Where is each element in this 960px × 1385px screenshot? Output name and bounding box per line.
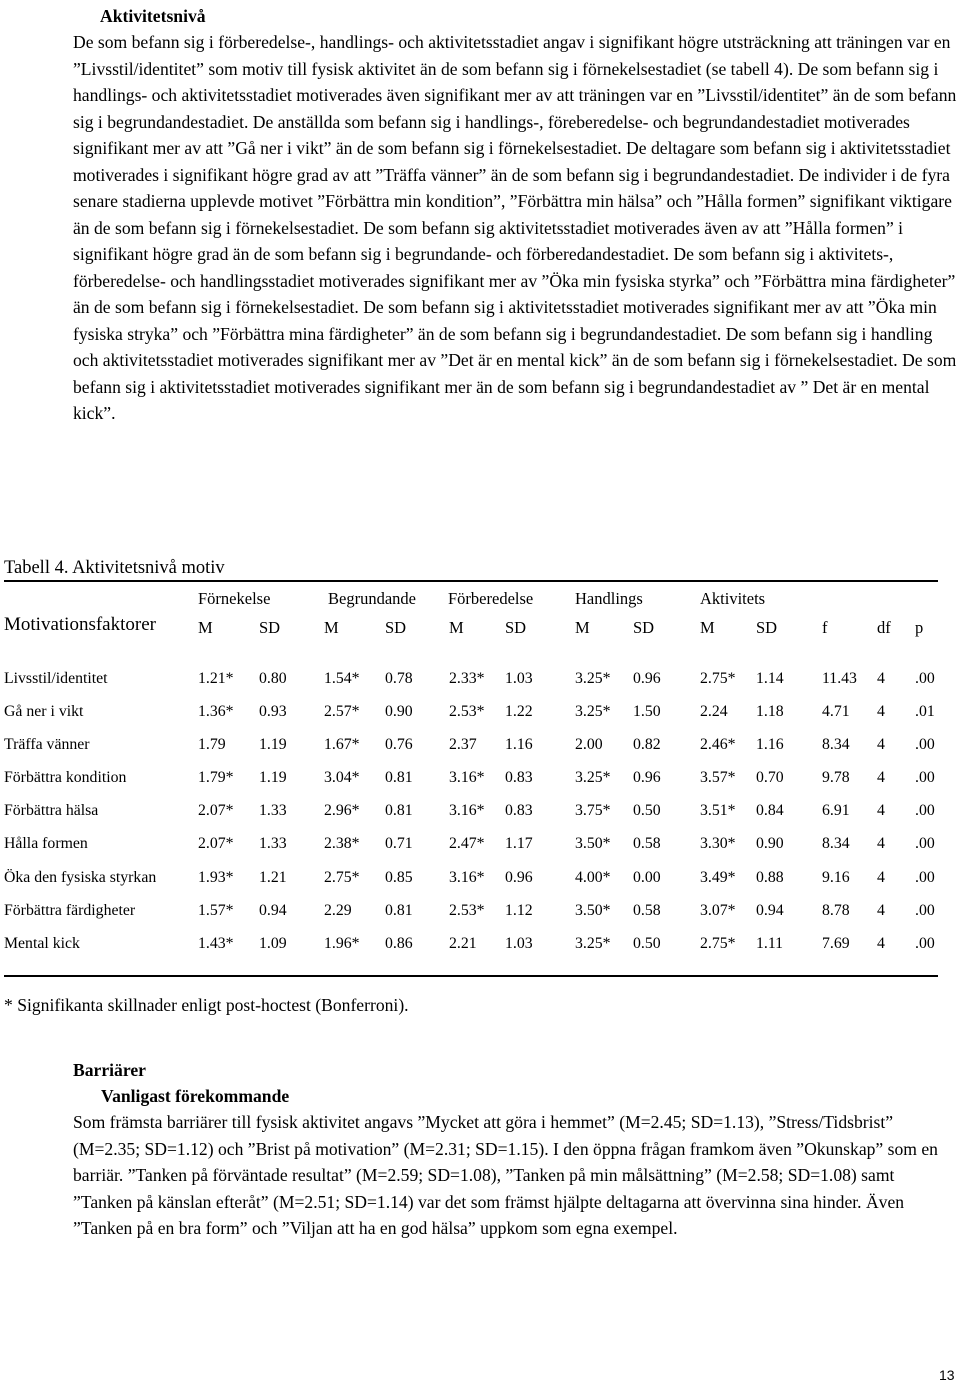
table-cell: 1.09 [259, 935, 287, 952]
table-cell: 3.50* [575, 902, 611, 919]
table-cell: 2.29 [324, 902, 352, 919]
table-cell: 2.00 [575, 736, 603, 753]
table-cell: 8.34 [822, 736, 850, 753]
table-cell: 4 [877, 736, 885, 753]
column-subheader: M [449, 618, 464, 637]
table-cell: 0.82 [633, 736, 661, 753]
table-row-label: Gå ner i vikt [4, 703, 84, 720]
table-cell: 2.53* [449, 902, 485, 919]
table-cell: .01 [915, 703, 935, 720]
table-cell: 1.18 [756, 703, 784, 720]
column-subheader: SD [259, 618, 281, 637]
table-cell: 3.25* [575, 935, 611, 952]
stage-header: Handlings [575, 589, 643, 608]
column-subheader: p [915, 618, 924, 637]
table-cell: 4 [877, 670, 885, 687]
table-row-label: Förbättra färdigheter [4, 902, 136, 919]
table-cell: 2.53* [449, 703, 485, 720]
table-cell: 0.81 [385, 802, 413, 819]
table-cell: 3.16* [449, 769, 485, 786]
table-cell: 2.96* [324, 802, 360, 819]
table-cell: 0.58 [633, 902, 661, 919]
table-cell: 2.33* [449, 670, 485, 687]
table-cell: .00 [915, 736, 935, 753]
table-cell: 0.83 [505, 802, 533, 819]
table-cell: 0.96 [505, 869, 533, 886]
table-bottom-rule [4, 975, 938, 977]
table-cell: 3.75* [575, 802, 611, 819]
table-cell: .00 [915, 935, 935, 952]
table-cell: 2.57* [324, 703, 360, 720]
table-cell: 0.81 [385, 902, 413, 919]
table-cell: 3.07* [700, 902, 736, 919]
table-cell: 4 [877, 935, 885, 952]
column-subheader: SD [505, 618, 527, 637]
table-cell: 3.30* [700, 835, 736, 852]
stage-header: Förberedelse [448, 589, 534, 608]
table-cell: 1.33 [259, 835, 287, 852]
table-cell: 0.88 [756, 869, 784, 886]
table-cell: 2.46* [700, 736, 736, 753]
table-cell: 1.12 [505, 902, 533, 919]
table-cell: 2.38* [324, 835, 360, 852]
table-cell: 4 [877, 802, 885, 819]
table-cell: 0.76 [385, 736, 413, 753]
table-cell: 3.25* [575, 769, 611, 786]
column-subheader: M [198, 618, 213, 637]
table-cell: 0.81 [385, 769, 413, 786]
column-subheader: M [700, 618, 715, 637]
table-cell: 9.16 [822, 869, 850, 886]
table-cell: 0.80 [259, 670, 287, 687]
table-cell: 1.50 [633, 703, 661, 720]
table-cell: 1.79* [198, 769, 234, 786]
table-row-label: Förbättra kondition [4, 769, 127, 786]
table-cell: 4 [877, 703, 885, 720]
row-header-label: Motivationsfaktorer [4, 614, 156, 635]
table-row-label: Mental kick [4, 935, 80, 952]
table-cell: 2.21 [449, 935, 477, 952]
table-cell: 2.75* [324, 869, 360, 886]
table-cell: 2.75* [700, 670, 736, 687]
table-cell: 1.03 [505, 935, 533, 952]
table-cell: .00 [915, 769, 935, 786]
table-cell: 0.86 [385, 935, 413, 952]
table-cell: 3.04* [324, 769, 360, 786]
table-cell: .00 [915, 802, 935, 819]
column-subheader: f [822, 618, 828, 637]
table-cell: 1.21 [259, 869, 287, 886]
table-cell: 1.36* [198, 703, 234, 720]
table-cell: 6.91 [822, 802, 850, 819]
table-row-label: Öka den fysiska styrkan [4, 869, 157, 886]
table-cell: 0.94 [259, 902, 287, 919]
column-subheader: M [575, 618, 590, 637]
table-cell: 0.71 [385, 835, 413, 852]
table-cell: 1.93* [198, 869, 234, 886]
table-cell: 0.70 [756, 769, 784, 786]
table-cell: 2.07* [198, 802, 234, 819]
table-cell: 2.37 [449, 736, 477, 753]
section-paragraph-barriarer: Som främsta barriärer till fysisk aktivitet angavs ”Mycket att göra i hemmet” (M=2.45; SD=1.13), ”Stress/Tidsbrist” (M=2.35; SD=1.12) och ”Brist på motivation” (M=2.31; SD=1.15). I den öppna frågan framkom även ”Okunskap” som en barriär. ”Tanken på förväntade resultat” (M=2.59; SD=1.08), ”Tanken på min målsättning” (M=2.58; SD=1.08) samt ”Tanken på känslan efteråt” (M=2.51; SD=1.14) var det som främst hjälpte deltagarna att övervinna sina hinder. Även ”Tanken på en bra form” och ”Viljan att ha en god hälsa” uppkom som egna exempel. [73, 1112, 938, 1238]
table-cell: 8.34 [822, 835, 850, 852]
table-cell: 4.71 [822, 703, 850, 720]
table-cell: 0.85 [385, 869, 413, 886]
table-cell: 2.47* [449, 835, 485, 852]
table-cell: 7.69 [822, 935, 850, 952]
table-footnote: * Signifikanta skillnader enligt post-hoctest (Bonferroni). [4, 995, 409, 1015]
table-cell: 1.16 [505, 736, 533, 753]
column-subheader: df [877, 618, 891, 637]
table-top-rule [4, 580, 938, 582]
table-cell: 0.00 [633, 869, 661, 886]
table-cell: 3.25* [575, 703, 611, 720]
table-cell: .00 [915, 835, 935, 852]
table-cell: 0.83 [505, 769, 533, 786]
column-subheader: M [324, 618, 339, 637]
section-heading-barriarer: Barriärer [73, 1060, 146, 1080]
table-cell: 3.57* [700, 769, 736, 786]
stage-header: Begrundande [328, 589, 416, 608]
table-cell: 11.43 [822, 670, 857, 687]
table-cell: 4 [877, 769, 885, 786]
table-cell: 0.50 [633, 935, 661, 952]
table-cell: 1.19 [259, 769, 287, 786]
table-cell: 1.17 [505, 835, 533, 852]
section-heading-aktivitetsniva: Aktivitetsnivå [100, 6, 206, 26]
table-cell: 1.19 [259, 736, 287, 753]
table-cell: 8.78 [822, 902, 850, 919]
table-cell: 3.49* [700, 869, 736, 886]
table-cell: 0.90 [756, 835, 784, 852]
stage-header: Förnekelse [198, 589, 271, 608]
table-cell: 3.16* [449, 869, 485, 886]
table-cell: .00 [915, 670, 935, 687]
table-cell: 3.16* [449, 802, 485, 819]
section-paragraph-aktivitetsniva: De som befann sig i förberedelse-, handlings- och aktivitetsstadiet angav i signifikant högre utsträckning att träningen var en ”Livsstil/identitet” som motiv till fysisk aktivitet än de som befann sig i förnekelsestadiet (se tabell 4). De som befann sig i handlings- och aktivitetsstadiet motiverades även signifikant mer av att träningen var en ”Livsstil/identitet” än de som befann sig i begrundandestadiet. De anställda som befann sig i handlings-, föreberedelse- och begrundandestadiet motiverades signifikant mer av att ”Gå ner i vikt” än de som befann sig i förnekelsestadiet. De deltagare som befann sig i aktivitetsstadiet motiverades i signifikant högre grad av att ”Träffa vänner” än de som befann sig i begrundandestadiet. De individer i de fyra senare stadierna upplevde motivet ”Förbättra min kondition”, ”Förbättra min hälsa” och ”Hålla formen” signifikant viktigare än de som befann sig i förnekelsestadiet. De som befann sig aktivitetsstadiet motiverades även av att ”Hålla formen” i signifikant högre grad än de som befann sig i begrundande- och förberedandestadiet. De som befann sig i aktivitets-, förberedelse- och handlingsstadiet motiverades signifikant mer av ”Öka min fysiska styrka” och ”Förbättra mina färdigheter” än de som befann sig i förnekelsestadiet. De som befann sig i aktivitetsstadiet motiverades signifikant mer av att ”Öka min fysiska stryka” och ”Förbättra mina färdigheter” än de som befann sig i begrundandestadiet. De som befann sig i handling och aktivitetsstadiet motiverades signifikant mer av ”Det är en mental kick” än de som befann sig i förnekelsestadiet. De som befann sig i aktivitetsstadiet motiverades signifikant mer än de som befann sig i begrundandestadiet av ” Det är en mental kick”. [73, 32, 957, 423]
table-cell: 1.57* [198, 902, 234, 919]
table-cell: 1.22 [505, 703, 533, 720]
table-cell: 1.33 [259, 802, 287, 819]
table-cell: 3.51* [700, 802, 736, 819]
table-cell: 1.67* [324, 736, 360, 753]
page-number: 13 [939, 1367, 955, 1383]
column-subheader: SD [633, 618, 655, 637]
section-subheading-vanligast: Vanligast förekommande [101, 1086, 290, 1106]
table-row-label: Hålla formen [4, 835, 88, 852]
table-cell: 0.93 [259, 703, 287, 720]
table-cell: 0.90 [385, 703, 413, 720]
table-cell: 4.00* [575, 869, 611, 886]
table-cell: 2.07* [198, 835, 234, 852]
table-cell: 0.96 [633, 769, 661, 786]
table-cell: 2.75* [700, 935, 736, 952]
table-cell: 4 [877, 869, 885, 886]
table-cell: 1.16 [756, 736, 784, 753]
table-cell: 0.78 [385, 670, 413, 687]
table-cell: .00 [915, 902, 935, 919]
table-cell: 1.14 [756, 670, 784, 687]
table-cell: .00 [915, 869, 935, 886]
table-cell: 3.25* [575, 670, 611, 687]
table-cell: 4 [877, 835, 885, 852]
table-cell: 1.54* [324, 670, 360, 687]
column-subheader: SD [385, 618, 407, 637]
stage-header: Aktivitets [700, 589, 766, 608]
table-cell: 0.58 [633, 835, 661, 852]
table-cell: 1.96* [324, 935, 360, 952]
table-title: Tabell 4. Aktivitetsnivå motiv [4, 558, 225, 578]
table-row-label: Livsstil/identitet [4, 670, 108, 687]
table-cell: 3.50* [575, 835, 611, 852]
column-subheader: SD [756, 618, 778, 637]
table-cell: 1.11 [756, 935, 784, 952]
table-cell: 1.79 [198, 736, 226, 753]
table-cell: 1.03 [505, 670, 533, 687]
table-cell: 9.78 [822, 769, 850, 786]
table-cell: 0.94 [756, 902, 784, 919]
table-row-label: Träffa vänner [4, 736, 90, 753]
table-cell: 1.43* [198, 935, 234, 952]
table-cell: 2.24 [700, 703, 728, 720]
table-cell: 4 [877, 902, 885, 919]
table-row-label: Förbättra hälsa [4, 802, 99, 819]
table-cell: 0.84 [756, 802, 784, 819]
table-cell: 0.96 [633, 670, 661, 687]
table-cell: 1.21* [198, 670, 234, 687]
table-cell: 0.50 [633, 802, 661, 819]
